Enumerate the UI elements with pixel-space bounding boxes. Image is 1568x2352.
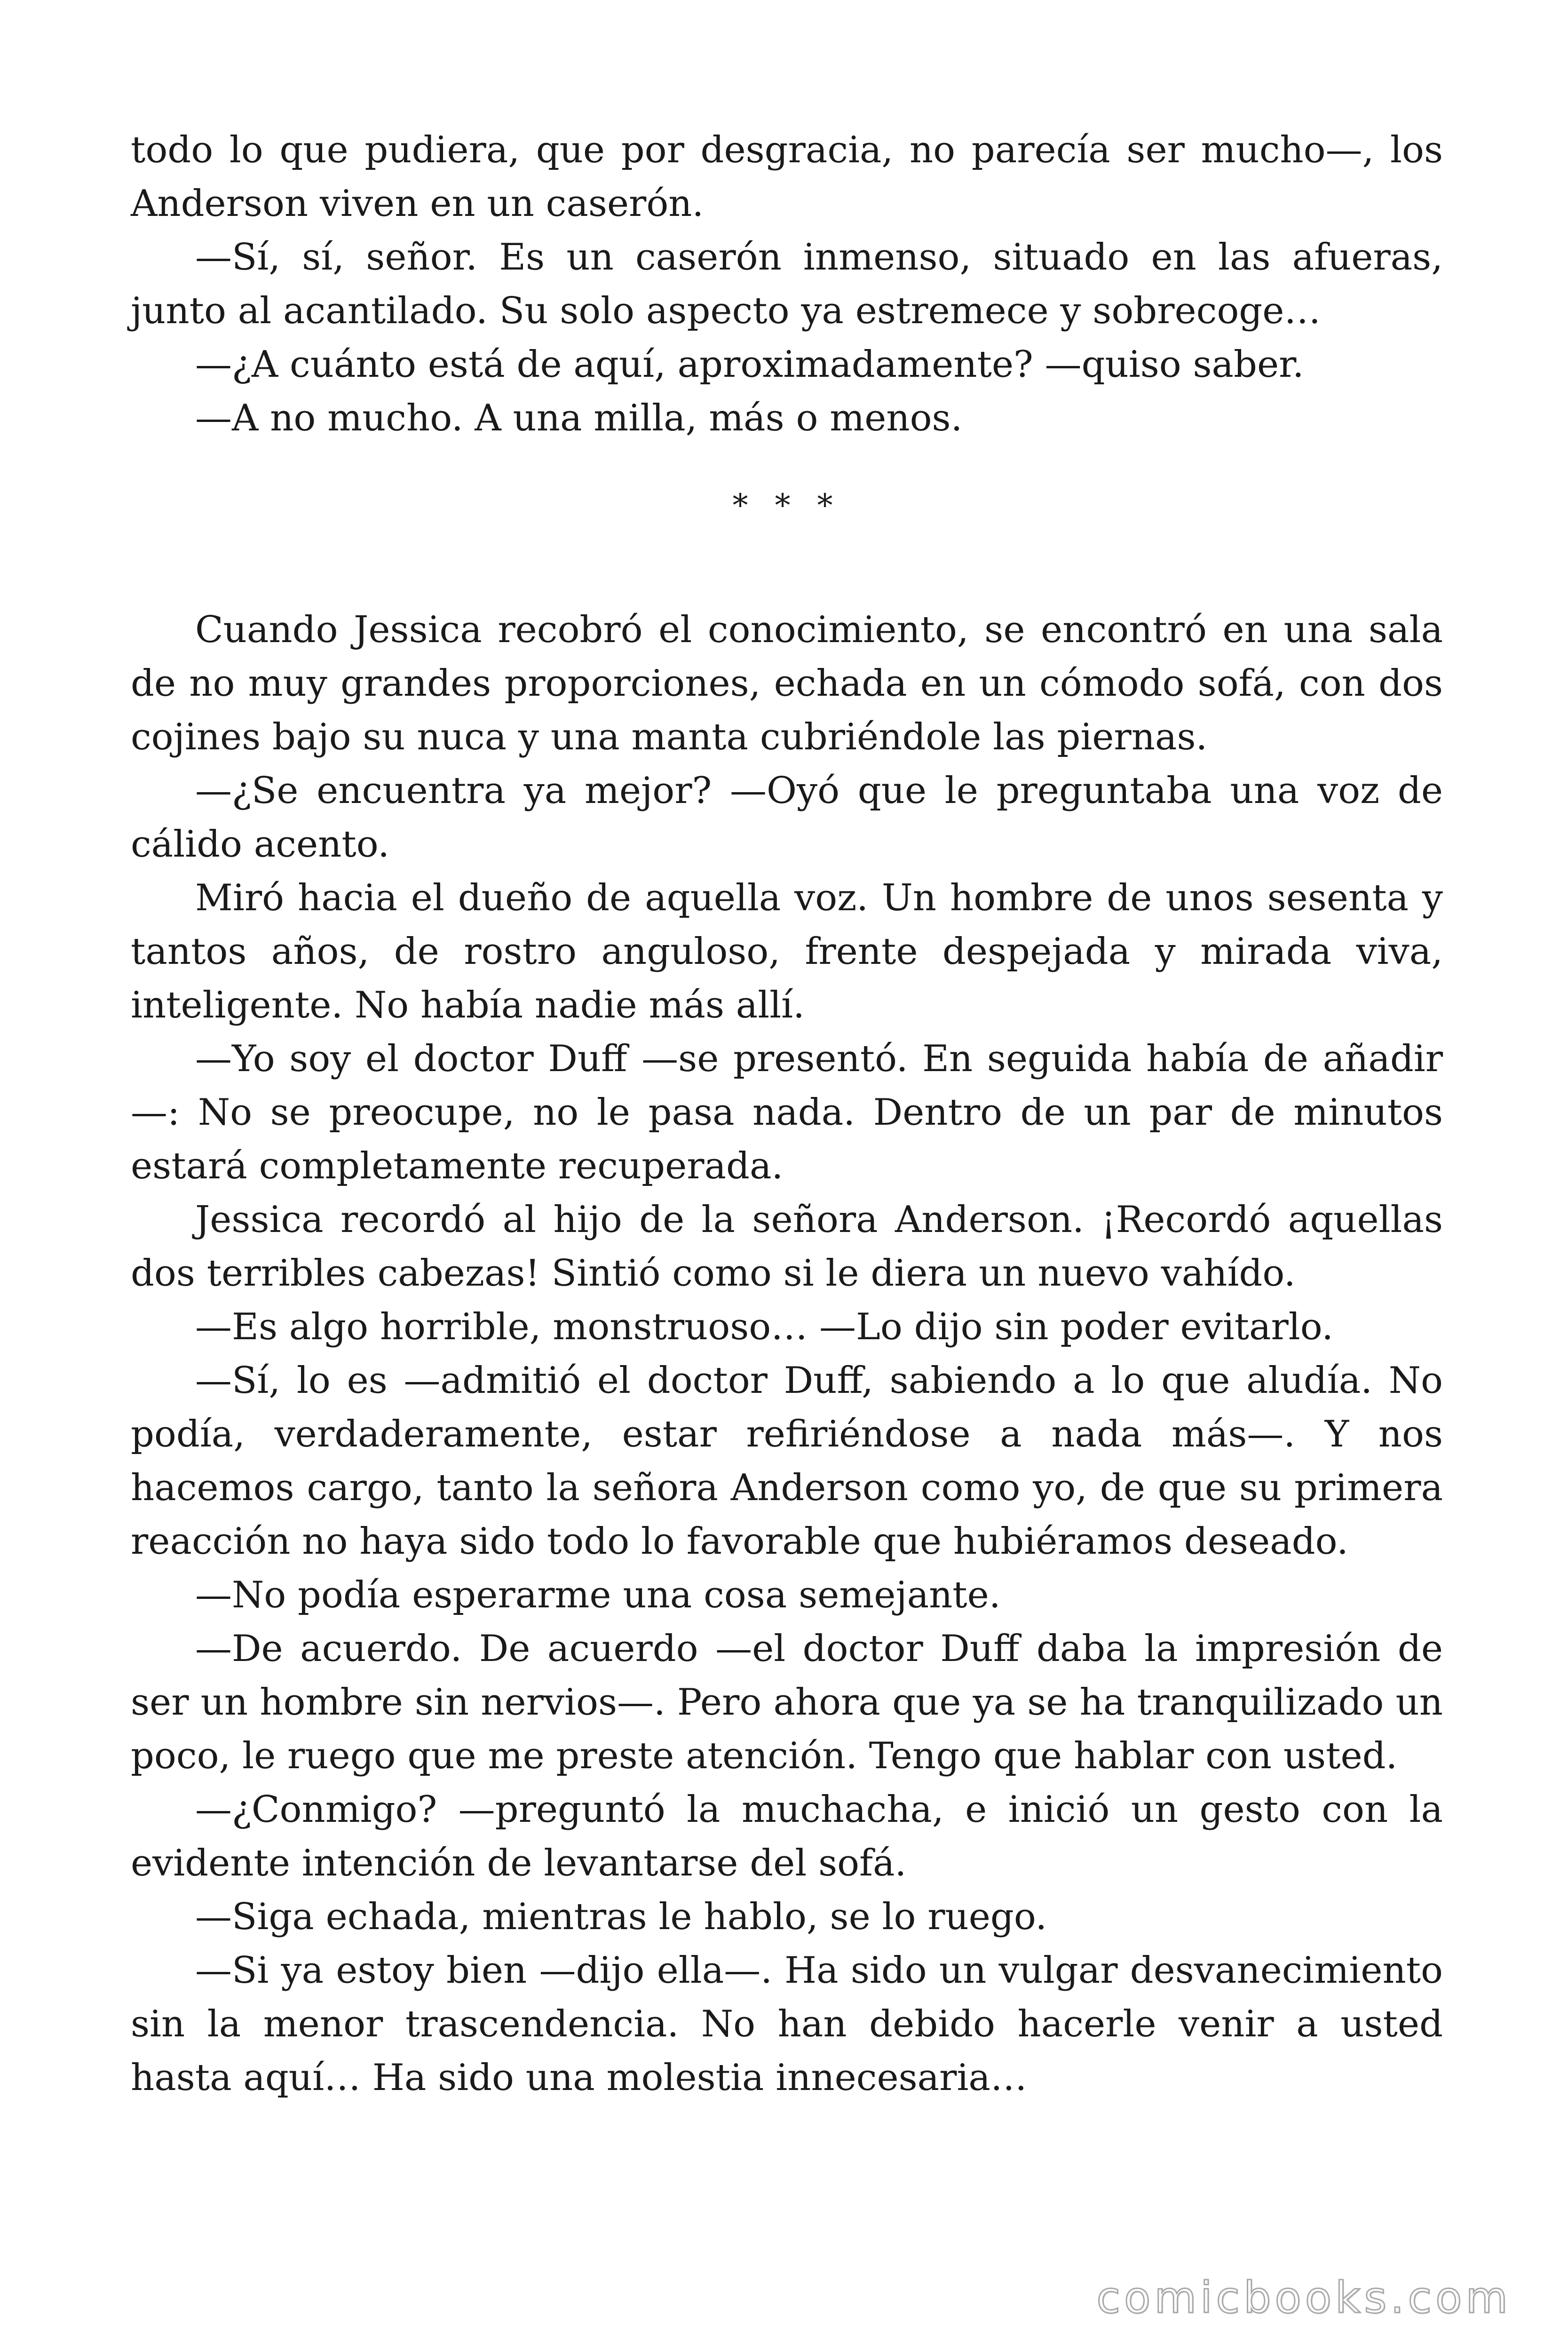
section-separator: * * * xyxy=(732,487,841,524)
paragraph: —Si ya estoy bien —dijo ella—. Ha sido un vulgar desvanecimiento sin la menor trascendencia. No han debido hacerle venir a usted hasta aquí… Ha sido una molestia innecesaria… xyxy=(131,1949,1443,2099)
paragraph: —Yo soy el doctor Duff —se presentó. En seguida había de añadir—: No se preocupe, no le pasa nada. Dentro de un par de minutos estará completamente recuperada. xyxy=(131,1038,1443,1187)
paragraph: —¿Se encuentra ya mejor? —Oyó que le preguntaba una voz de cálido acento. xyxy=(131,770,1443,866)
paragraph: —Sí, sí, señor. Es un caserón inmenso, situado en las afueras, junto al acantilado. Su solo aspecto ya estremece y sobrecoge… xyxy=(131,236,1443,332)
paragraph: —Sí, lo es —admitió el doctor Duff, sabiendo a lo que aludía. No podía, verdaderamente, estar refiriéndose a nada más—. Y nos hacemos cargo, tanto la señora Anderson como yo, de que su primera reacción no haya sido todo lo favorable que hubiéramos deseado. xyxy=(131,1359,1443,1563)
paragraph: —Es algo horrible, monstruoso… —Lo dijo sin poder evitarlo. xyxy=(195,1306,1334,1348)
body-text xyxy=(131,123,1443,2105)
paragraph: Jessica recordó al hijo de la señora Anderson. ¡Recordó aquellas dos terribles cabezas! Sintió como si le diera un nuevo vahído. xyxy=(131,1199,1443,1295)
paragraph: Miró hacia el dueño de aquella voz. Un hombre de unos sesenta y tantos años, de rostro anguloso, frente despejada y mirada viva, inteligente. No había nadie más allí. xyxy=(131,877,1443,1026)
paragraph: —A no mucho. A una milla, más o menos. xyxy=(195,397,963,439)
paragraph: —De acuerdo. De acuerdo —el doctor Duff daba la impresión de ser un hombre sin nervios—. Pero ahora que ya se ha tranquilizado un poco, le ruego que me preste atención. Tengo que hablar con usted. xyxy=(131,1628,1443,1777)
paragraph: Cuando Jessica recobró el conocimiento, se encontró en una sala de no muy grandes proporciones, echada en un cómodo sofá, con dos cojines bajo su nuca y una manta cubriéndole las piernas. xyxy=(131,609,1443,758)
paragraph: —¿A cuánto está de aquí, aproximadamente? —quiso saber. xyxy=(195,343,1304,386)
watermark: comicbooks.com xyxy=(1096,2273,1512,2323)
paragraph: todo lo que pudiera, que por desgracia, no parecía ser mucho—, los Anderson viven en un caserón. xyxy=(131,129,1443,225)
paragraph: —¿Conmigo? —preguntó la muchacha, e inició un gesto con la evidente intención de levantarse del sofá. xyxy=(131,1788,1443,1884)
paragraph: —No podía esperarme una cosa semejante. xyxy=(195,1574,1001,1616)
paragraph: —Siga echada, mientras le hablo, se lo ruego. xyxy=(195,1896,1047,1938)
